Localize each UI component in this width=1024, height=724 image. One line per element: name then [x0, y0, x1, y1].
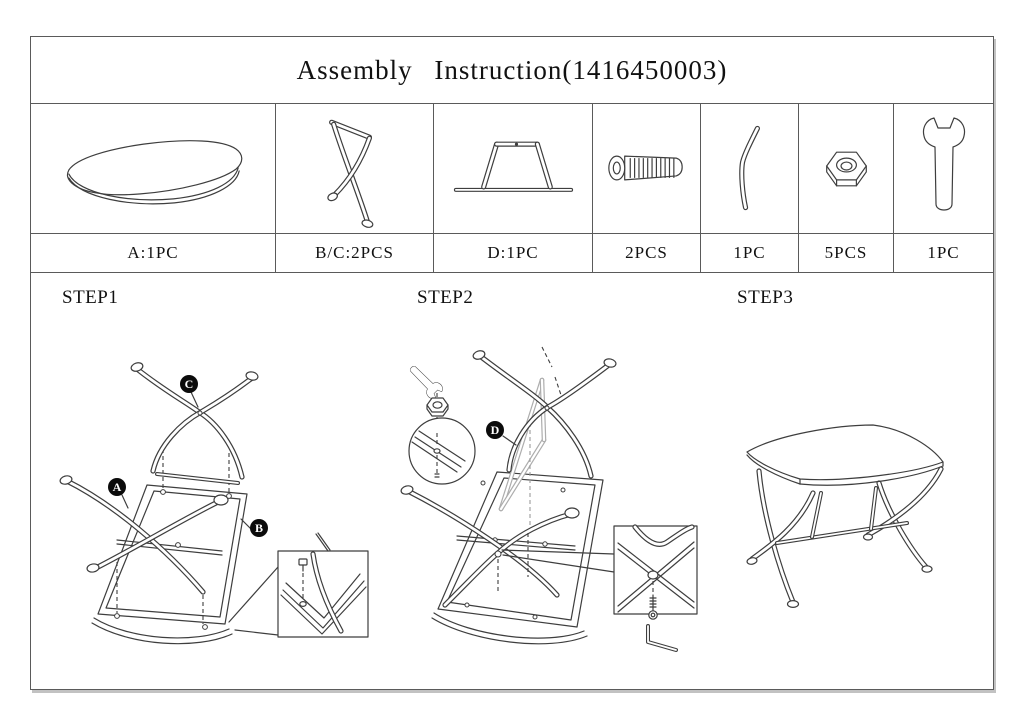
step1-label: STEP1	[62, 287, 119, 308]
allen-key-icon	[701, 104, 798, 233]
page-title: Assembly Instruction(1416450003)	[296, 54, 728, 85]
callout-c: C	[180, 375, 198, 393]
step1-detail-inset	[229, 533, 368, 637]
parts-cell-nut	[799, 104, 894, 233]
parts-cell-bolt	[593, 104, 701, 233]
step2-diagram	[395, 343, 705, 663]
part-qty-support: D:1PC	[434, 234, 593, 272]
parts-cell-support	[434, 104, 593, 233]
callout-d: D	[486, 421, 504, 439]
callout-a: A	[108, 478, 126, 496]
parts-cell-wrench	[894, 104, 995, 233]
part-qty-x-leg: B/C:2PCS	[276, 234, 434, 272]
step1-diagram	[45, 343, 385, 683]
part-qty-wrench: 1PC	[927, 243, 960, 262]
parts-icons-row	[31, 104, 993, 233]
part-qty-nut: 5PCS	[799, 234, 894, 272]
callout-b: B	[250, 519, 268, 537]
support-bracket-icon	[434, 104, 592, 233]
wrench-icon	[894, 104, 995, 233]
step3-diagram	[721, 403, 981, 633]
seat-panel-icon	[31, 104, 275, 233]
x-leg-frame-icon	[276, 104, 433, 233]
hex-nut-icon	[799, 104, 893, 233]
parts-cell-x-leg	[276, 104, 434, 233]
parts-cell-allen-key	[701, 104, 799, 233]
step2-nut-inset	[405, 361, 475, 484]
bolt-icon	[593, 104, 700, 233]
part-qty-bolt: 2PCS	[593, 234, 701, 272]
part-qty-seat: A:1PC	[31, 234, 276, 272]
step3-label: STEP3	[737, 287, 794, 308]
parts-cell-seat	[31, 104, 276, 233]
step2-label: STEP2	[417, 287, 474, 308]
steps-area	[31, 273, 993, 689]
step2-bolt-inset	[502, 526, 697, 650]
title-row	[31, 37, 993, 104]
parts-labels-row	[31, 233, 993, 273]
instruction-table	[30, 36, 994, 690]
part-qty-allen: 1PC	[701, 234, 799, 272]
